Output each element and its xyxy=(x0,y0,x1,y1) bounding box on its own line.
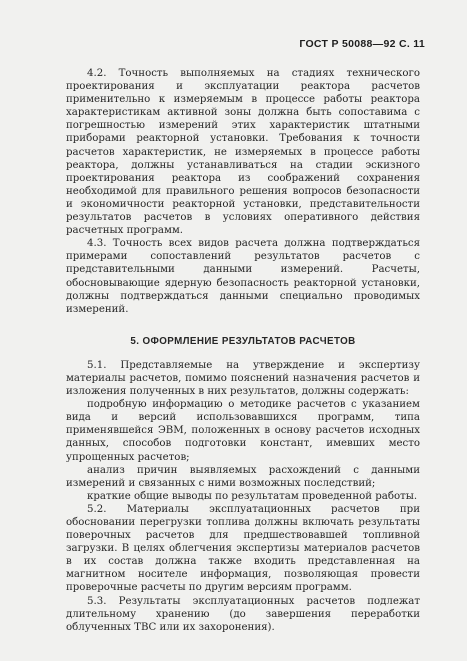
paragraph-5-3: 5.3. Результаты эксплуатационных расчетов подлежат длительному хранению (до завершения переработки облученных ТВС или их захоронения). xyxy=(66,595,420,633)
list-item-conclusions: краткие общие выводы по результатам проведенной работы. xyxy=(87,490,418,502)
paragraph-4-3: 4.3. Точность всех видов расчета должна подтверждаться примерами сопоставлений результатов расчетов с представительными данными измерений. Расчеты, обосновывающие ядерную безопасность реакторной установки, должны подтверждаться данными специально проводимых измерений. xyxy=(66,238,420,315)
section-title: 5. ОФОРМЛЕНИЕ РЕЗУЛЬТАТОВ РАСЧЕТОВ xyxy=(130,335,356,347)
paragraph-5-1: 5.1. Представляемые на утверждение и экспертизу материалы расчетов, помимо пояснений назначения расчетов и изложения полученных в них результатов, должны содержать: xyxy=(66,359,420,398)
list-item-analysis: анализ причин выявляемых расхождений с данными измерений и связанных с ними возможных последствий; xyxy=(66,464,420,489)
list-item-methodology: подробную информацию о методике расчетов с указанием вида и версий использовавшихся программ, типа применявшейся ЭВМ, положенных в основу расчетов исходных данных, способов подготовки констант, имевших место упрощенных расчетов; xyxy=(66,399,420,463)
page-header: ГОСТ Р 50088—92 С. 11 xyxy=(299,38,425,50)
paragraph-4-2: 4.2. Точность выполняемых на стадиях технического проектирования и эксплуатации реактора расчетов применительно к измеряемым в процессе работы реактора характеристикам активной зоны должна быть сопоставима с погрешностью измерений этих характеристик штатными приборами реакторной установки. Требования к точности расчетов характеристик, не измеряемых в процессе работы реактора, должны устанавливаться на стадии эскизного проектирования реактора из соображений сохранения необходимой для правильного решения вопросов безопасности и экономичности реакторной установки, представительности результатов расчетов в условиях оперативного действия расчетных программ. xyxy=(66,68,420,237)
document-body xyxy=(66,67,420,634)
paragraph-5-2: 5.2. Материалы эксплуатационных расчетов при обосновании перегрузки топлива должны включать результаты поверочных расчетов для предшествовавшей топливной загрузки. В целях облегчения экспертизы материалов расчетов в их состав должна также входить представленная на магнитном носителе информация, позволяющая провести проверочные расчеты по другим версиям программ. xyxy=(66,503,420,594)
